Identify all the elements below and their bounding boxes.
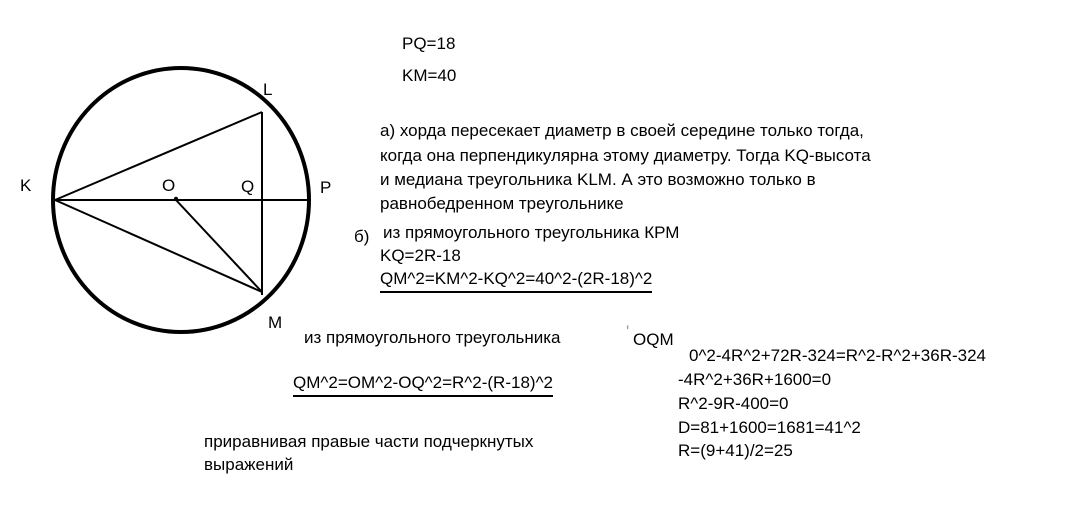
part-b-label: б) xyxy=(354,227,370,246)
point-label-k: K xyxy=(20,176,32,195)
solution-line: R=(9+41)/2=25 xyxy=(678,441,793,460)
given-km: KM=40 xyxy=(402,66,457,85)
underlined-expression-qm: QM^2=KM^2-KQ^2=40^2-(2R-18)^2 xyxy=(380,269,652,293)
solution-line: D=81+1600=1681=41^2 xyxy=(678,418,861,437)
part-a-line: когда она перпендикулярна этому диаметру. Тогда KQ-высота xyxy=(380,146,871,165)
given-pq: PQ=18 xyxy=(402,34,456,53)
part-b-line: KQ=2R-18 xyxy=(380,246,461,265)
solution-line: 0^2-4R^2+72R-324=R^2-R^2+36R-324 xyxy=(689,346,986,365)
center-dot xyxy=(174,197,178,201)
oqm-line: из прямоугольного треугольника xyxy=(304,328,561,347)
point-label-o: O xyxy=(162,176,176,195)
part-a-line: а) хорда пересекает диаметр в своей середине только тогда, xyxy=(380,121,864,140)
part-a-line: и медиана треугольника KLM. А это возможно только в xyxy=(380,170,816,189)
underlined-expression-om: QM^2=OM^2-OQ^2=R^2-(R-18)^2 xyxy=(293,373,553,397)
point-label-l: L xyxy=(263,80,273,99)
point-label-m: M xyxy=(268,313,283,332)
point-label-q: Q xyxy=(241,177,255,196)
part-b-line: из прямоугольного треугольника КРМ xyxy=(383,223,680,242)
solution-line: R^2-9R-400=0 xyxy=(678,394,789,413)
chord-km xyxy=(55,200,262,292)
equate-line: приравнивая правые части подчеркнутых xyxy=(204,432,534,451)
chord-kl xyxy=(55,112,262,200)
equate-line: выражений xyxy=(204,455,294,474)
solution-line: -4R^2+36R+1600=0 xyxy=(678,370,832,389)
oqm-triangle-name: OQM xyxy=(633,330,674,349)
oqm-mark: ' xyxy=(626,322,630,341)
point-label-p: P xyxy=(320,178,332,197)
radius-om xyxy=(176,200,262,292)
part-a-line: равнобедренном треугольнике xyxy=(380,194,624,213)
